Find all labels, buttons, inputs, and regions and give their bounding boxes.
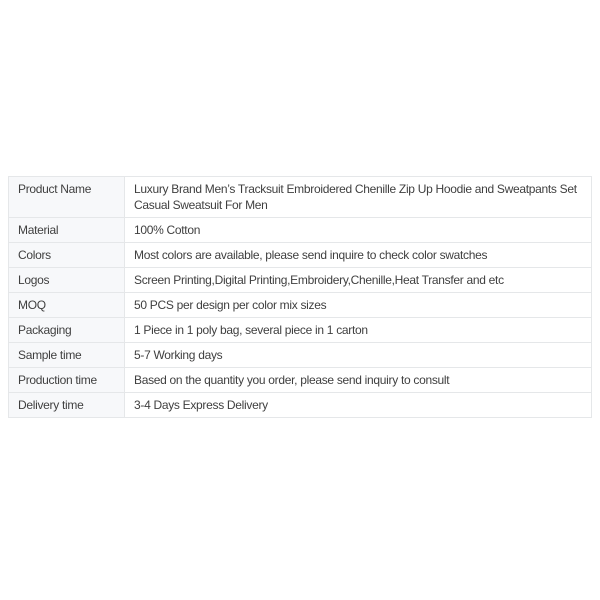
product-spec-table	[8, 176, 592, 418]
spec-label: Delivery time	[9, 393, 125, 418]
table-row	[9, 268, 592, 293]
table-row	[9, 243, 592, 268]
spec-value: 100% Cotton	[125, 218, 592, 243]
table-row	[9, 343, 592, 368]
spec-label: MOQ	[9, 293, 125, 318]
table-row	[9, 177, 592, 218]
table-row	[9, 293, 592, 318]
spec-value: 1 Piece in 1 poly bag, several piece in 1 carton	[125, 318, 592, 343]
table-row	[9, 368, 592, 393]
table-row	[9, 318, 592, 343]
spec-label: Sample time	[9, 343, 125, 368]
spec-value: Screen Printing,Digital Printing,Embroidery,Chenille,Heat Transfer and etc	[125, 268, 592, 293]
spec-label: Packaging	[9, 318, 125, 343]
spec-label: Material	[9, 218, 125, 243]
spec-value: 5-7 Working days	[125, 343, 592, 368]
spec-label: Logos	[9, 268, 125, 293]
spec-table-body	[9, 177, 592, 418]
table-row	[9, 393, 592, 418]
spec-value: Based on the quantity you order, please send inquiry to consult	[125, 368, 592, 393]
spec-label: Colors	[9, 243, 125, 268]
spec-value: Luxury Brand Men’s Tracksuit Embroidered Chenille Zip Up Hoodie and Sweatpants Set Casual Sweatsuit For Men	[125, 177, 592, 218]
spec-value: Most colors are available, please send inquire to check color swatches	[125, 243, 592, 268]
product-spec-section	[8, 176, 592, 418]
spec-value: 3-4 Days Express Delivery	[125, 393, 592, 418]
spec-label: Product Name	[9, 177, 125, 218]
table-row	[9, 218, 592, 243]
spec-label: Production time	[9, 368, 125, 393]
spec-value: 50 PCS per design per color mix sizes	[125, 293, 592, 318]
